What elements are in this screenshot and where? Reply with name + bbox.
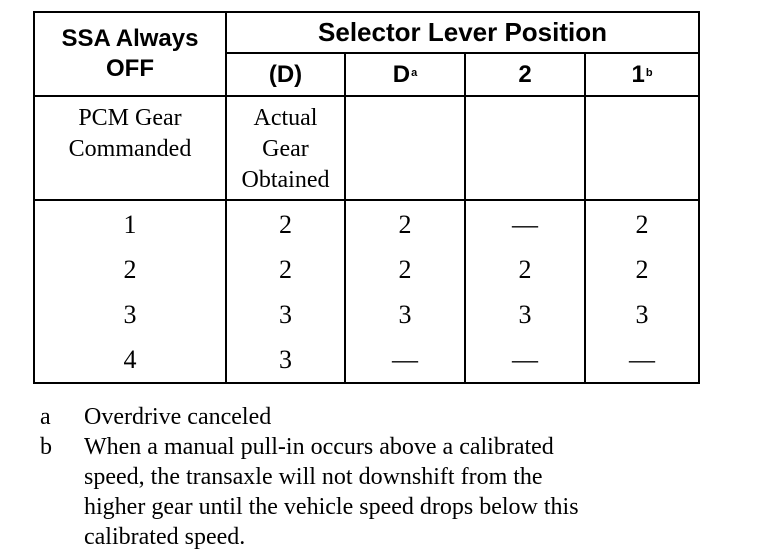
table-cell: 2 — [635, 210, 649, 239]
table-cell: 3 — [635, 300, 649, 329]
column-header-d — [345, 53, 465, 96]
table-cell: — — [392, 345, 418, 374]
desc-line: Gear — [262, 136, 309, 162]
table-cell: — — [512, 210, 538, 239]
table-cell: — — [512, 345, 538, 374]
column-d-paren-values — [226, 200, 345, 383]
commanded-column — [34, 200, 226, 383]
corner-header — [34, 12, 226, 96]
empty-cell — [585, 96, 699, 200]
table-cell: 2 — [279, 255, 292, 284]
footnote-line: speed, the transaxle will not downshift from the — [84, 464, 543, 490]
table-cell: 3 — [398, 300, 412, 329]
table-cell: 2 — [123, 255, 137, 284]
column-header-2 — [465, 53, 585, 96]
table-cell: 2 — [635, 255, 649, 284]
corner-header-line-1: SSA Always — [61, 25, 199, 52]
footnote-line: Overdrive canceled — [84, 404, 272, 430]
footnote-marker-a: a — [411, 66, 418, 79]
footnotes — [40, 402, 740, 552]
table-cell: 3 — [279, 345, 292, 374]
desc-line: Commanded — [68, 136, 192, 162]
pcm-gear-commanded-label — [34, 96, 226, 200]
column-header-label: D — [392, 60, 411, 88]
column-header-label: 2 — [518, 60, 532, 88]
empty-cell — [345, 96, 465, 200]
footnote-text — [84, 402, 740, 432]
footnote-a — [40, 402, 740, 432]
table-cell: 3 — [518, 300, 532, 329]
column-header-label: (D) — [268, 60, 303, 88]
table-cell: 2 — [398, 210, 412, 239]
column-header-1 — [585, 53, 699, 96]
column-d-values — [345, 200, 465, 383]
empty-cell — [465, 96, 585, 200]
column-1-values — [585, 200, 699, 383]
desc-line: PCM Gear — [78, 105, 182, 131]
desc-line: Actual — [253, 105, 318, 131]
column-header-d-paren — [226, 53, 345, 96]
footnote-line: higher gear until the vehicle speed drops below this — [84, 494, 579, 520]
table-cell: — — [629, 345, 656, 374]
table-cell: 2 — [518, 255, 532, 284]
footnote-b — [40, 432, 740, 552]
table-cell: 3 — [123, 300, 137, 329]
column-header-label: 1 — [631, 60, 645, 88]
footnote-marker-b: b — [645, 66, 653, 79]
footnote-letter: a — [40, 404, 51, 430]
selector-lever-position-header: Selector Lever Position — [226, 12, 699, 53]
column-2-values — [465, 200, 585, 383]
footnote-line: When a manual pull-in occurs above a calibrated — [84, 434, 554, 460]
gear-table — [33, 11, 700, 384]
commanded-values — [35, 201, 225, 382]
desc-line: Obtained — [241, 167, 330, 193]
table-cell: 1 — [123, 210, 137, 239]
table-cell: 2 — [398, 255, 412, 284]
footnote-letter: b — [40, 434, 52, 460]
corner-header-line-2: OFF — [106, 55, 154, 82]
footnote-text — [84, 432, 740, 552]
actual-gear-obtained-label — [226, 96, 345, 200]
table-cell: 4 — [123, 345, 137, 374]
table-cell: 2 — [279, 210, 292, 239]
footnote-line: calibrated speed. — [84, 524, 246, 550]
table-cell: 3 — [279, 300, 292, 329]
